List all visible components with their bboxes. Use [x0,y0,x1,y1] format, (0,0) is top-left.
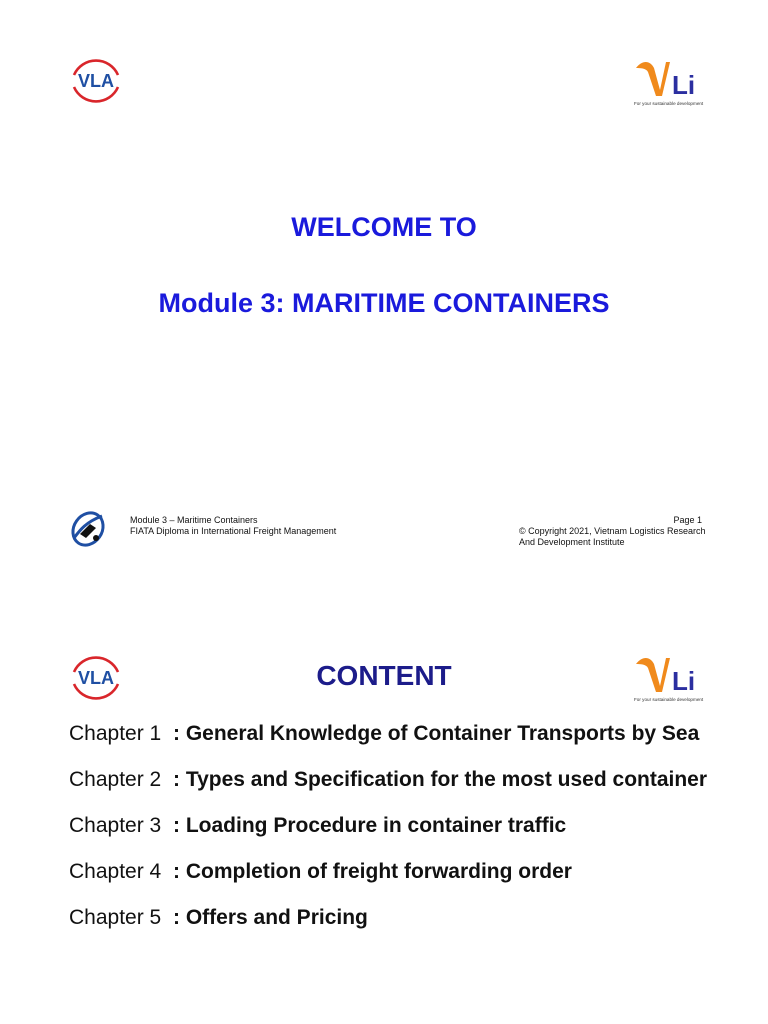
chapter-title: Offers and Pricing [185,906,368,929]
vli-tagline: For your sustainable development [634,101,704,106]
fiata-emblem-icon [66,508,110,550]
footer-copyright-block [519,515,729,548]
vla-logo-text: VLA [78,668,114,688]
module-title: Module 3: MARITIME CONTAINERS [158,288,610,318]
footer-course-info [130,515,336,537]
chapter-title: Loading Procedure in container traffic [185,814,567,837]
content-heading: CONTENT [316,660,452,691]
footer-diploma: FIATA Diploma in International Freight Management [130,526,337,536]
vli-logo-text: Li [672,666,696,696]
vli-v-mark [636,62,670,96]
vla-logo [66,53,126,109]
chapter-label: Chapter 3 [69,814,162,837]
chapter-item-1: Chapter 1 : General Knowledge of Container Transports by Sea [69,716,729,751]
vli-logo [632,56,704,108]
vla-logo-text: VLA [78,71,114,91]
footer-page-number: Page 1 [673,515,702,525]
chapter-title: Completion of freight forwarding order [185,860,572,883]
chapter-label: Chapter 5 [69,906,162,929]
footer-copyright-line2: And Development Institute [519,537,625,547]
chapter-label: Chapter 2 [69,768,162,791]
chapter-list [69,716,729,946]
footer-copyright-line1: © Copyright 2021, Vietnam Logistics Research [519,526,706,536]
footer-module: Module 3 – Maritime Containers [130,515,258,525]
chapter-item-4: Chapter 4 : Completion of freight forwarding order [69,854,729,889]
chapter-title: General Knowledge of Container Transports by Sea [185,722,700,745]
chapter-item-5: Chapter 5 : Offers and Pricing [69,900,729,935]
vli-logo-text: Li [672,70,696,100]
chapter-item-2: Chapter 2 : Types and Specification for the most used container [69,762,729,797]
chapter-item-3: Chapter 3 : Loading Procedure in container traffic [69,808,729,843]
vli-tagline: For your sustainable development [634,697,704,702]
slide-2 [0,630,768,1024]
chapter-label: Chapter 1 [69,722,162,745]
chapter-title: Types and Specification for the most used container [185,768,708,791]
welcome-heading: WELCOME TO [291,212,477,242]
chapter-label: Chapter 4 [69,860,162,883]
